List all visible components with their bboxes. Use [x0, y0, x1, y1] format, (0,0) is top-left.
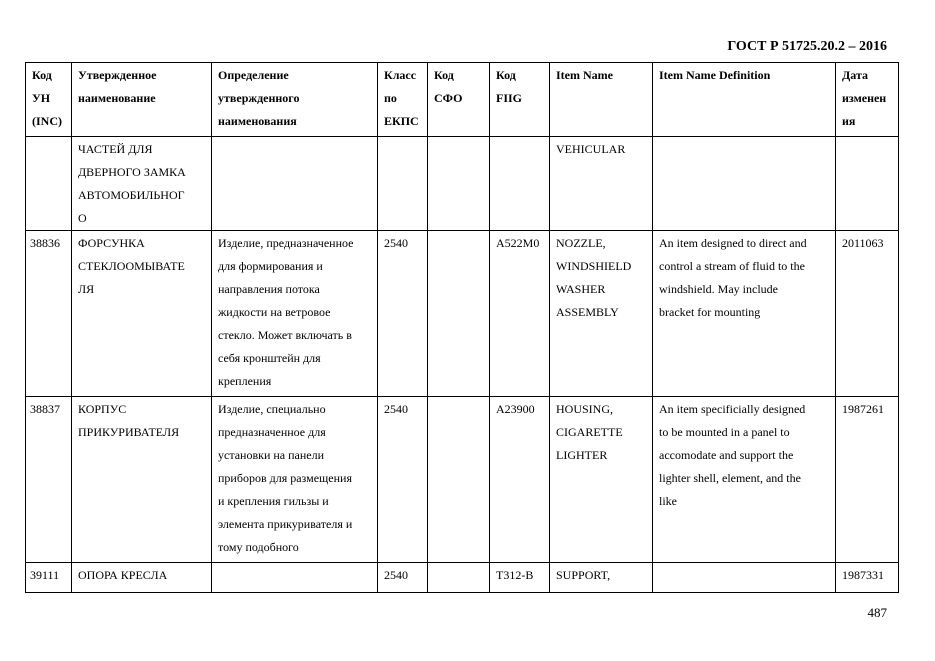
- cell-sfo-code: [428, 563, 490, 593]
- header-change-date: [836, 63, 899, 137]
- cell-change-date: 1987331: [836, 563, 899, 593]
- cell-line: NOZZLE,: [556, 236, 606, 250]
- cell-ekps-class: 2540: [378, 231, 428, 397]
- cell-line: lighter shell, element, and the: [659, 471, 801, 485]
- cell-line: изменен: [842, 91, 887, 105]
- cell-line: Изделие, специально: [218, 402, 326, 416]
- cell-line: Утвержденное: [78, 68, 157, 82]
- cell-definition: [212, 137, 378, 231]
- cell-approved-name: [72, 397, 212, 563]
- cell-fiig-code: A23900: [490, 397, 550, 563]
- cell-line: ФОРСУНКА: [78, 236, 145, 250]
- cell-line: СФО: [434, 91, 463, 105]
- cell-line: HOUSING,: [556, 402, 613, 416]
- cell-line: О: [78, 211, 87, 225]
- header-fiig-code: [490, 63, 550, 137]
- cell-line: и крепления гильзы и: [218, 494, 329, 508]
- cell-line: элемента прикуривателя и: [218, 517, 353, 531]
- cell-line: наименования: [218, 114, 297, 128]
- document-standard-header: ГОСТ Р 51725.20.2 – 2016: [727, 39, 887, 54]
- table-row: [26, 563, 899, 593]
- cell-line: Изделие, предназначенное: [218, 236, 354, 250]
- cell-line: предназначенное для: [218, 425, 326, 439]
- cell-item-name: [550, 137, 653, 231]
- cell-line: WASHER: [556, 282, 606, 296]
- table-row: [26, 397, 899, 563]
- header-sfo-code: [428, 63, 490, 137]
- cell-line: наименование: [78, 91, 156, 105]
- cell-definition: [212, 563, 378, 593]
- cell-line: АВТОМОБИЛЬНОГ: [78, 188, 185, 202]
- cell-item-name-definition: [653, 231, 836, 397]
- cell-sfo-code: [428, 397, 490, 563]
- cell-inc: [26, 137, 72, 231]
- cell-inc: 39111: [26, 563, 72, 593]
- cell-line: control a stream of fluid to the: [659, 259, 805, 273]
- cell-line: bracket for mounting: [659, 305, 761, 319]
- cell-line: СТЕКЛООМЫВАТЕ: [78, 259, 185, 273]
- header-inc: [26, 63, 72, 137]
- table-body: [26, 137, 899, 593]
- cell-item-name-definition: [653, 397, 836, 563]
- cell-line: CIGARETTE: [556, 425, 623, 439]
- cell-line: для формирования и: [218, 259, 323, 273]
- cell-change-date: [836, 137, 899, 231]
- cell-fiig-code: [490, 137, 550, 231]
- cell-line: FIIG: [496, 91, 523, 105]
- cell-line: КОРПУС: [78, 402, 127, 416]
- cell-line: to be mounted in a panel to: [659, 425, 790, 439]
- cell-line: ASSEMBLY: [556, 305, 619, 319]
- cell-approved-name: [72, 231, 212, 397]
- cell-line: Item Name: [556, 68, 613, 82]
- header-row: [26, 63, 899, 137]
- cell-change-date: 1987261: [836, 397, 899, 563]
- header-definition: [212, 63, 378, 137]
- cell-definition: [212, 397, 378, 563]
- cell-ekps-class: [378, 137, 428, 231]
- cell-line: WINDSHIELD: [556, 259, 632, 273]
- header-item-name-definition: [653, 63, 836, 137]
- page-number: 487: [867, 605, 887, 620]
- cell-line: Код: [496, 68, 516, 82]
- cell-line: windshield. May include: [659, 282, 778, 296]
- cell-line: ЕКПС: [384, 114, 419, 128]
- header-approved-name: [72, 63, 212, 137]
- cell-approved-name: [72, 137, 212, 231]
- cell-change-date: 2011063: [836, 231, 899, 397]
- cell-line: An item specificially designed: [659, 402, 806, 416]
- cell-line: ЧАСТЕЙ ДЛЯ: [78, 142, 153, 156]
- cell-line: ЛЯ: [78, 282, 95, 296]
- cell-line: Дата: [842, 68, 868, 82]
- cell-line: приборов для размещения: [218, 471, 352, 485]
- cell-line: Определение: [218, 68, 289, 82]
- cell-line: SUPPORT,: [556, 568, 611, 582]
- cell-line: утвержденного: [218, 91, 300, 105]
- cell-sfo-code: [428, 231, 490, 397]
- header-item-name: [550, 63, 653, 137]
- table-row: [26, 137, 899, 231]
- catalog-table: [25, 62, 899, 593]
- cell-item-name-definition: [653, 137, 836, 231]
- cell-item-name-definition: [653, 563, 836, 593]
- cell-line: Код: [434, 68, 454, 82]
- cell-ekps-class: 2540: [378, 397, 428, 563]
- cell-item-name: [550, 563, 653, 593]
- cell-line: accomodate and support the: [659, 448, 794, 462]
- cell-line: УН: [32, 91, 51, 105]
- cell-line: себя кронштейн для: [218, 351, 321, 365]
- cell-line: like: [659, 494, 677, 508]
- cell-line: An item designed to direct and: [659, 236, 807, 250]
- cell-line: LIGHTER: [556, 448, 608, 462]
- cell-fiig-code: T312-B: [490, 563, 550, 593]
- cell-line: Класс: [384, 68, 417, 82]
- cell-line: Код: [32, 68, 52, 82]
- cell-line: (INC): [32, 114, 62, 128]
- cell-ekps-class: 2540: [378, 563, 428, 593]
- cell-item-name: [550, 231, 653, 397]
- cell-inc: 38836: [26, 231, 72, 397]
- cell-line: VEHICULAR: [556, 142, 626, 156]
- cell-inc: 38837: [26, 397, 72, 563]
- cell-line: по: [384, 91, 397, 105]
- header-ekps-class: [378, 63, 428, 137]
- cell-line: ия: [842, 114, 856, 128]
- cell-line: направления потока: [218, 282, 320, 296]
- cell-line: тому подобного: [218, 540, 299, 554]
- cell-line: Item Name Definition: [659, 68, 771, 82]
- cell-item-name: [550, 397, 653, 563]
- cell-line: установки на панели: [218, 448, 325, 462]
- cell-line: жидкости на ветровое: [218, 305, 331, 319]
- cell-approved-name: [72, 563, 212, 593]
- cell-line: стекло. Может включать в: [218, 328, 352, 342]
- cell-fiig-code: A522M0: [490, 231, 550, 397]
- cell-definition: [212, 231, 378, 397]
- table-row: [26, 231, 899, 397]
- cell-line: ПРИКУРИВАТЕЛЯ: [78, 425, 180, 439]
- cell-line: ОПОРА КРЕСЛА: [78, 568, 168, 582]
- cell-line: ДВЕРНОГО ЗАМКА: [78, 165, 186, 179]
- cell-line: крепления: [218, 374, 272, 388]
- cell-sfo-code: [428, 137, 490, 231]
